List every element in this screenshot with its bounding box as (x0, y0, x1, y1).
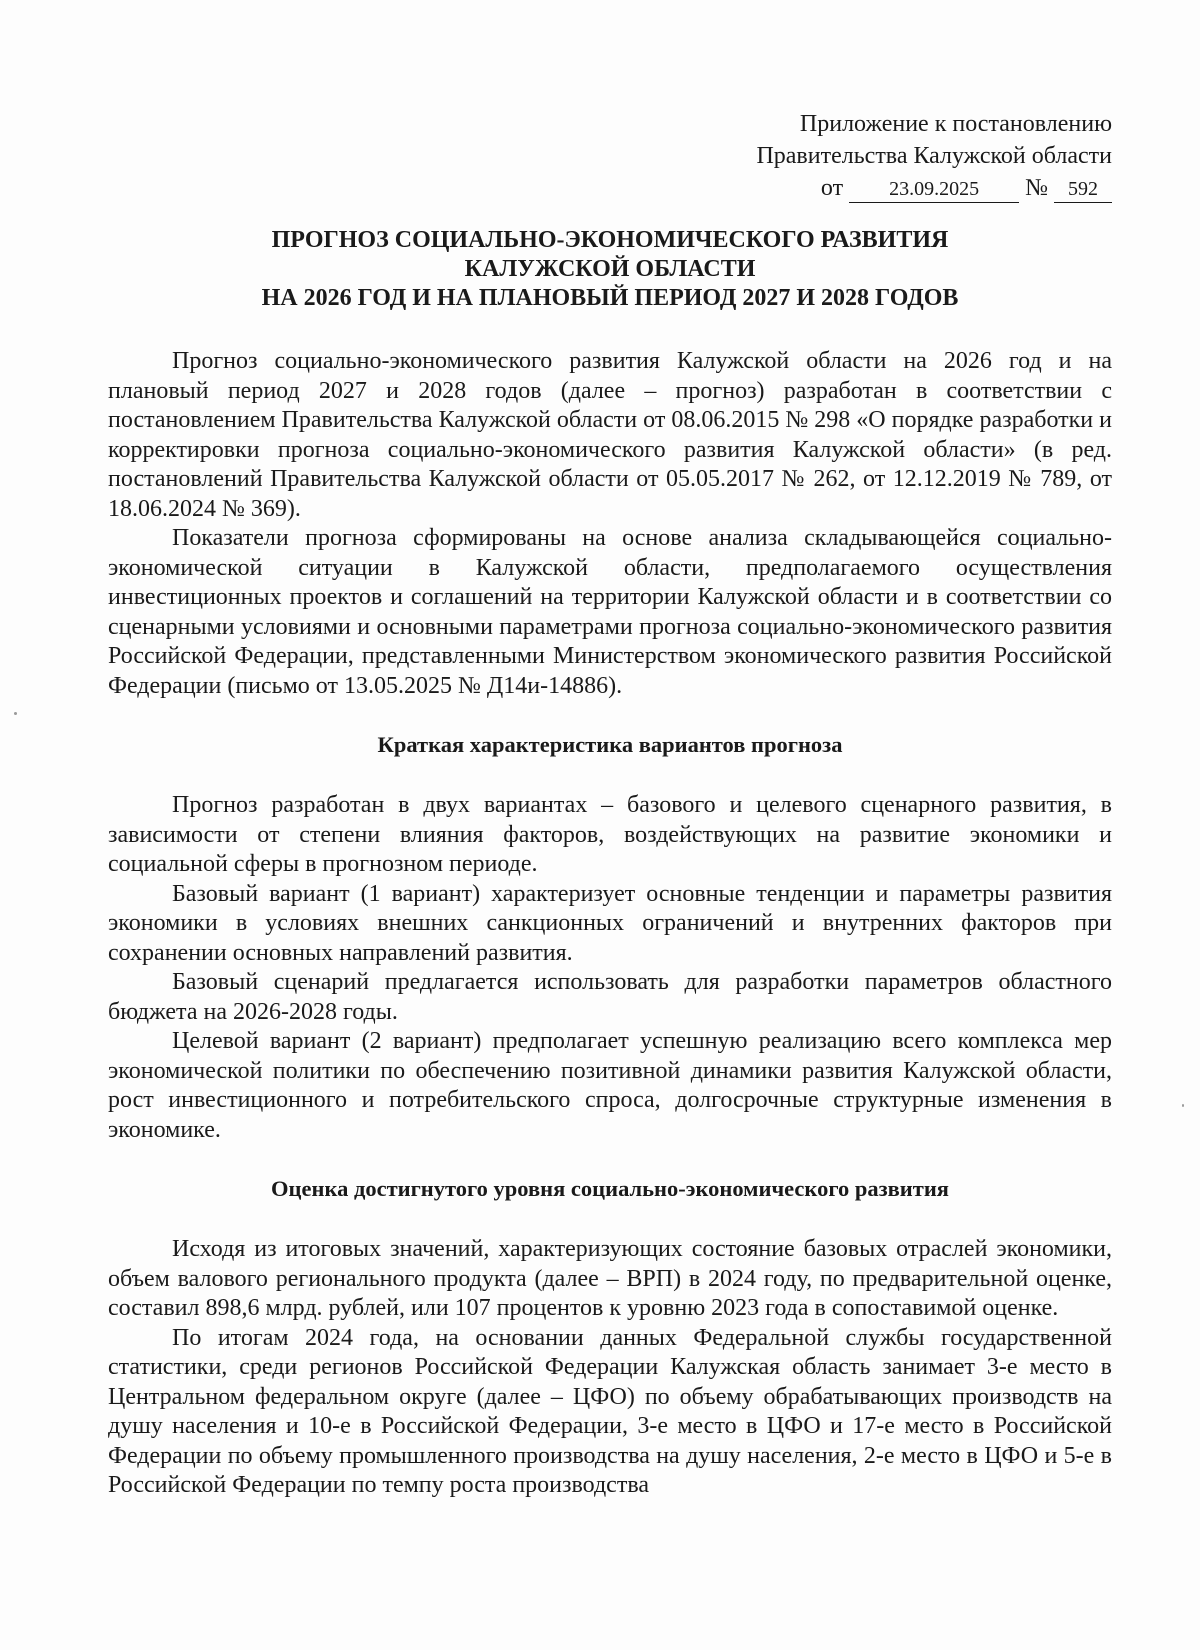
annex-block (692, 108, 1112, 204)
variants-paragraph-4: Целевой вариант (2 вариант) предполагает успешную реализацию всего комплекса мер экономической политики по обеспечению позитивной динамики развития Калужской области, рост инвестиционного и потребительского спроса, долгосрочные структурные изменения в экономике. (108, 1028, 1112, 1143)
annex-line-2: Правительства Калужской области (756, 143, 1112, 169)
annex-from-label: от (820, 175, 844, 201)
document-body (108, 226, 1112, 1501)
document-title (108, 226, 1112, 313)
annex-date: 23.09.2025 (849, 176, 1019, 203)
scan-speck (1182, 1104, 1184, 1107)
section-heading-variants: Краткая характеристика вариантов прогноза (377, 732, 843, 757)
assessment-paragraph-2: По итогам 2024 года, на основании данных Федеральной службы государственной статистики, среди регионов Российской Федерации Калужская область занимает 3-е место в Центральном федеральном округе (далее – ЦФО) по объему обрабатывающих производств на душу населения и 10-е в Российской Федерации, 3-е место в ЦФО и 17-е место в Российской Федерации по объему промышленного производства на душу населения, 2-е место в ЦФО и 5-е в Российской Федерации по темпу роста производства (108, 1324, 1112, 1498)
title-line-3: НА 2026 ГОД И НА ПЛАНОВЫЙ ПЕРИОД 2027 И 2028 ГОДОВ (261, 285, 959, 311)
variants-paragraph-3: Базовый сценарий предлагается использовать для разработки параметров областного бюджета на 2026-2028 годы. (108, 969, 1112, 1025)
section-heading-assessment: Оценка достигнутого уровня социально-экономического развития (271, 1176, 949, 1201)
assessment-paragraph-1: Исходя из итоговых значений, характеризующих состояние базовых отраслей экономики, объем валового регионального продукта (далее – ВРП) в 2024 году, по предварительной оценке, составил 898,6 млрд. рублей, или 107 процентов к уровню 2023 года в сопоставимой оценке. (108, 1236, 1112, 1321)
intro-paragraph-1: Прогноз социально-экономического развития Калужской области на 2026 год и на плановый период 2027 и 2028 годов (далее – прогноз) разработан в соответствии с постановлением Правительства Калужской области от 08.06.2015 № 298 «О порядке разработки и корректировки прогноза социально-экономического развития Калужской области» (в ред. постановлений Правительства Калужской области от 05.05.2017 № 262, от 12.12.2019 № 789, от 18.06.2024 № 369). (108, 348, 1112, 522)
scan-speck (14, 712, 17, 715)
annex-number-label: № (1025, 175, 1048, 201)
annex-number: 592 (1054, 176, 1112, 203)
annex-reference (821, 172, 1112, 204)
annex-line-1: Приложение к постановлению (799, 111, 1112, 137)
title-line-1: ПРОГНОЗ СОЦИАЛЬНО-ЭКОНОМИЧЕСКОГО РАЗВИТИЯ (271, 227, 949, 253)
variants-paragraph-1: Прогноз разработан в двух вариантах – базового и целевого сценарного развития, в зависимости от степени влияния факторов, воздействующих на развитие экономики и социальной сферы в прогнозном периоде. (108, 792, 1112, 877)
title-line-2: КАЛУЖСКОЙ ОБЛАСТИ (464, 256, 756, 282)
variants-paragraph-2: Базовый вариант (1 вариант) характеризует основные тенденции и параметры развития экономики в условиях внешних санкционных ограничений и внутренних факторов при сохранении основных направлений развития. (108, 880, 1112, 966)
intro-paragraph-2: Показатели прогноза сформированы на основе анализа складывающейся социально-экономической ситуации в Калужской области, предполагаемого осуществления инвестиционных проектов и соглашений на территории Калужской области и в соответствии со сценарными условиями и основными параметрами прогноза социально-экономического развития Российской Федерации, представленными Министерством экономического развития Российской Федерации (письмо от 13.05.2025 № Д14и-14886). (108, 525, 1112, 699)
